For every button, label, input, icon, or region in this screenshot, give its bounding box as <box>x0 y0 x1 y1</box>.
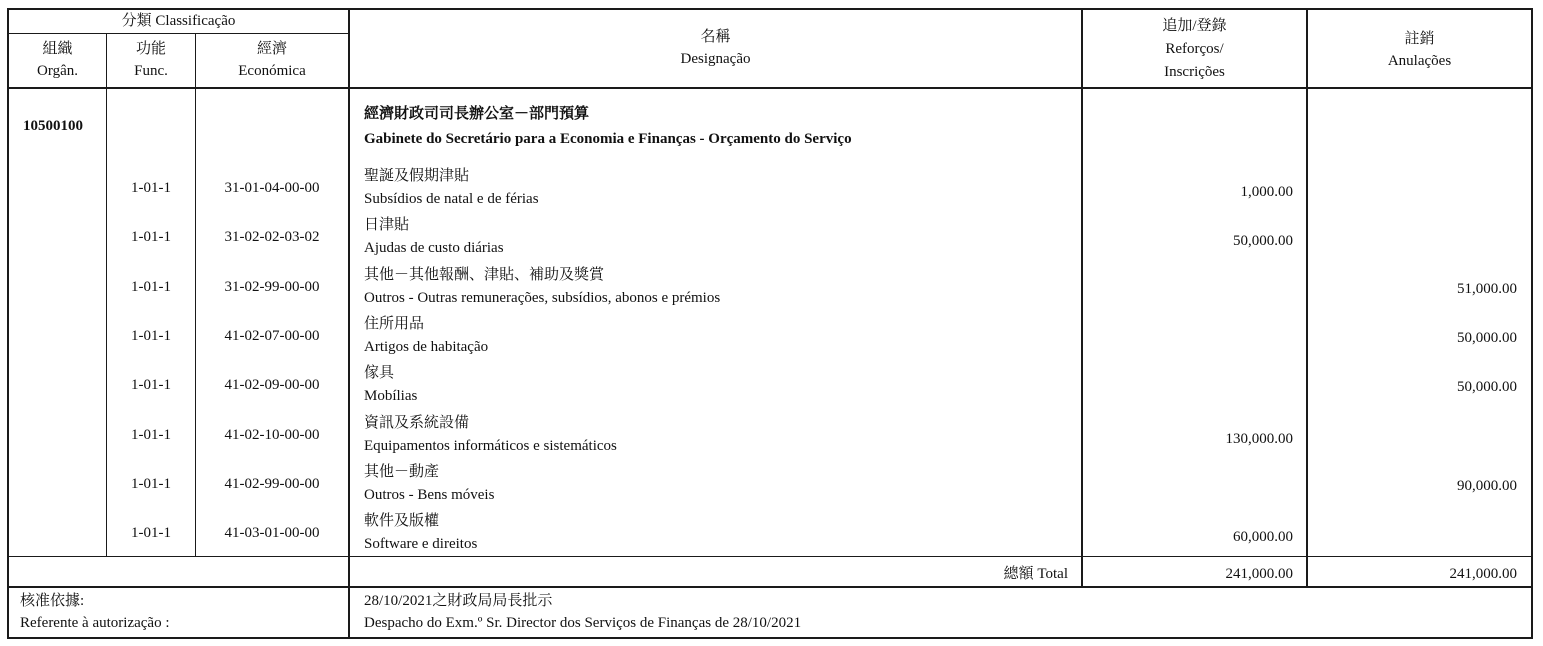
col-line-anulacao <box>1306 8 1308 588</box>
row-func-code: 1-01-1 <box>131 426 171 443</box>
organ-code: 10500100 <box>23 118 83 134</box>
row-reforco-amount: 60,000.00 <box>1233 529 1293 546</box>
row-name-zh: 其他－動產 <box>364 463 440 480</box>
row-anulacao-amount: 90,000.00 <box>1457 477 1517 494</box>
row-func-code: 1-01-1 <box>131 229 171 246</box>
row-func-code: 1-01-1 <box>131 327 171 344</box>
row-name-zh: 日津貼 <box>364 217 410 234</box>
header-econ-zh: 經濟 <box>256 41 287 57</box>
header-separator <box>7 87 1533 89</box>
header-name-pt: Designação <box>680 51 751 67</box>
row-econ-code: 41-02-09-00-00 <box>224 377 320 394</box>
row-func-code: 1-01-1 <box>131 278 171 295</box>
row-name-pt: Subsídios de natal e de férias <box>364 191 539 207</box>
header-name-zh: 名稱 <box>700 29 731 45</box>
header-anulacao-pt: Anulações <box>1387 53 1452 69</box>
total-reforco: 241,000.00 <box>1225 566 1293 582</box>
total-separator <box>7 586 1533 588</box>
row-name-zh: 資訊及系統設備 <box>364 414 470 431</box>
header-func-pt: Func. <box>134 63 168 79</box>
row-econ-code: 41-02-10-00-00 <box>224 426 320 443</box>
header-reforco-pt1: Reforços/ <box>1165 41 1224 57</box>
row-name-pt: Ajudas de custo diárias <box>364 240 504 257</box>
authorization-text-zh: 28/10/2021之財政局局長批示 <box>364 593 553 609</box>
border-left <box>7 8 9 639</box>
row-anulacao-amount: 51,000.00 <box>1457 280 1517 297</box>
border-top <box>7 8 1533 10</box>
row-name-zh: 其他－其他報酬、津貼、補助及獎賞 <box>364 266 605 283</box>
body-separator <box>7 556 1533 557</box>
row-name-pt: Outros - Outras remunerações, subsídios, abonos e prémios <box>364 289 721 306</box>
row-name-pt: Mobílias <box>364 388 418 405</box>
row-name-zh: 軟件及版權 <box>364 513 440 530</box>
header-func-zh: 功能 <box>135 41 166 57</box>
row-func-code: 1-01-1 <box>131 525 171 542</box>
header-classification: 分類 Classificação <box>121 13 236 29</box>
authorization-text-pt: Despacho do Exm.º Sr. Director dos Serviços de Finanças de 28/10/2021 <box>364 615 802 631</box>
row-func-code: 1-01-1 <box>131 377 171 394</box>
row-name-zh: 聖誕及假期津貼 <box>364 168 470 184</box>
row-econ-code: 41-03-01-00-00 <box>224 525 320 542</box>
organ-name-zh: 經濟財政司司長辦公室－部門預算 <box>364 106 590 122</box>
row-name-zh: 傢具 <box>364 365 395 382</box>
row-econ-code: 31-02-02-03-02 <box>224 229 320 246</box>
header-reforco-pt2: Inscrições <box>1164 64 1225 80</box>
col-line-reforco <box>1081 8 1083 588</box>
row-reforco-amount: 50,000.00 <box>1233 233 1293 250</box>
authorization-label-zh: 核准依據: <box>20 593 85 609</box>
row-anulacao-amount: 50,000.00 <box>1457 379 1517 396</box>
row-func-code: 1-01-1 <box>131 180 171 196</box>
header-anulacao-zh: 註銷 <box>1404 31 1435 47</box>
col-line-name <box>348 8 350 639</box>
total-label: 總額 Total <box>1003 566 1068 582</box>
row-econ-code: 41-02-99-00-00 <box>224 475 320 492</box>
row-func-code: 1-01-1 <box>131 475 171 492</box>
classification-underline <box>7 33 349 34</box>
header-reforco-zh: 追加/登錄 <box>1162 18 1227 34</box>
row-reforco-amount: 1,000.00 <box>1240 184 1293 200</box>
border-bottom <box>7 637 1533 639</box>
row-name-pt: Equipamentos informáticos e sistemáticos <box>364 437 617 454</box>
header-organ-pt: Orgân. <box>37 63 78 79</box>
header-econ-pt: Económica <box>238 63 306 79</box>
organ-name-pt: Gabinete do Secretário para a Economia e Finanças - Orçamento do Serviço <box>364 131 852 147</box>
total-anulacao: 241,000.00 <box>1449 566 1517 582</box>
row-name-pt: Software e direitos <box>364 536 478 553</box>
row-name-pt: Outros - Bens móveis <box>364 486 495 503</box>
row-reforco-amount: 130,000.00 <box>1225 430 1293 447</box>
row-name-zh: 住所用品 <box>364 315 425 332</box>
row-name-pt: Artigos de habitação <box>364 338 489 355</box>
row-econ-code: 31-02-99-00-00 <box>224 278 320 295</box>
row-econ-code: 31-01-04-00-00 <box>224 180 320 196</box>
row-econ-code: 41-02-07-00-00 <box>224 327 320 344</box>
row-anulacao-amount: 50,000.00 <box>1457 329 1517 346</box>
authorization-label-pt: Referente à autorização : <box>20 615 170 631</box>
header-organ-zh: 組織 <box>42 41 73 57</box>
border-right <box>1531 8 1533 639</box>
